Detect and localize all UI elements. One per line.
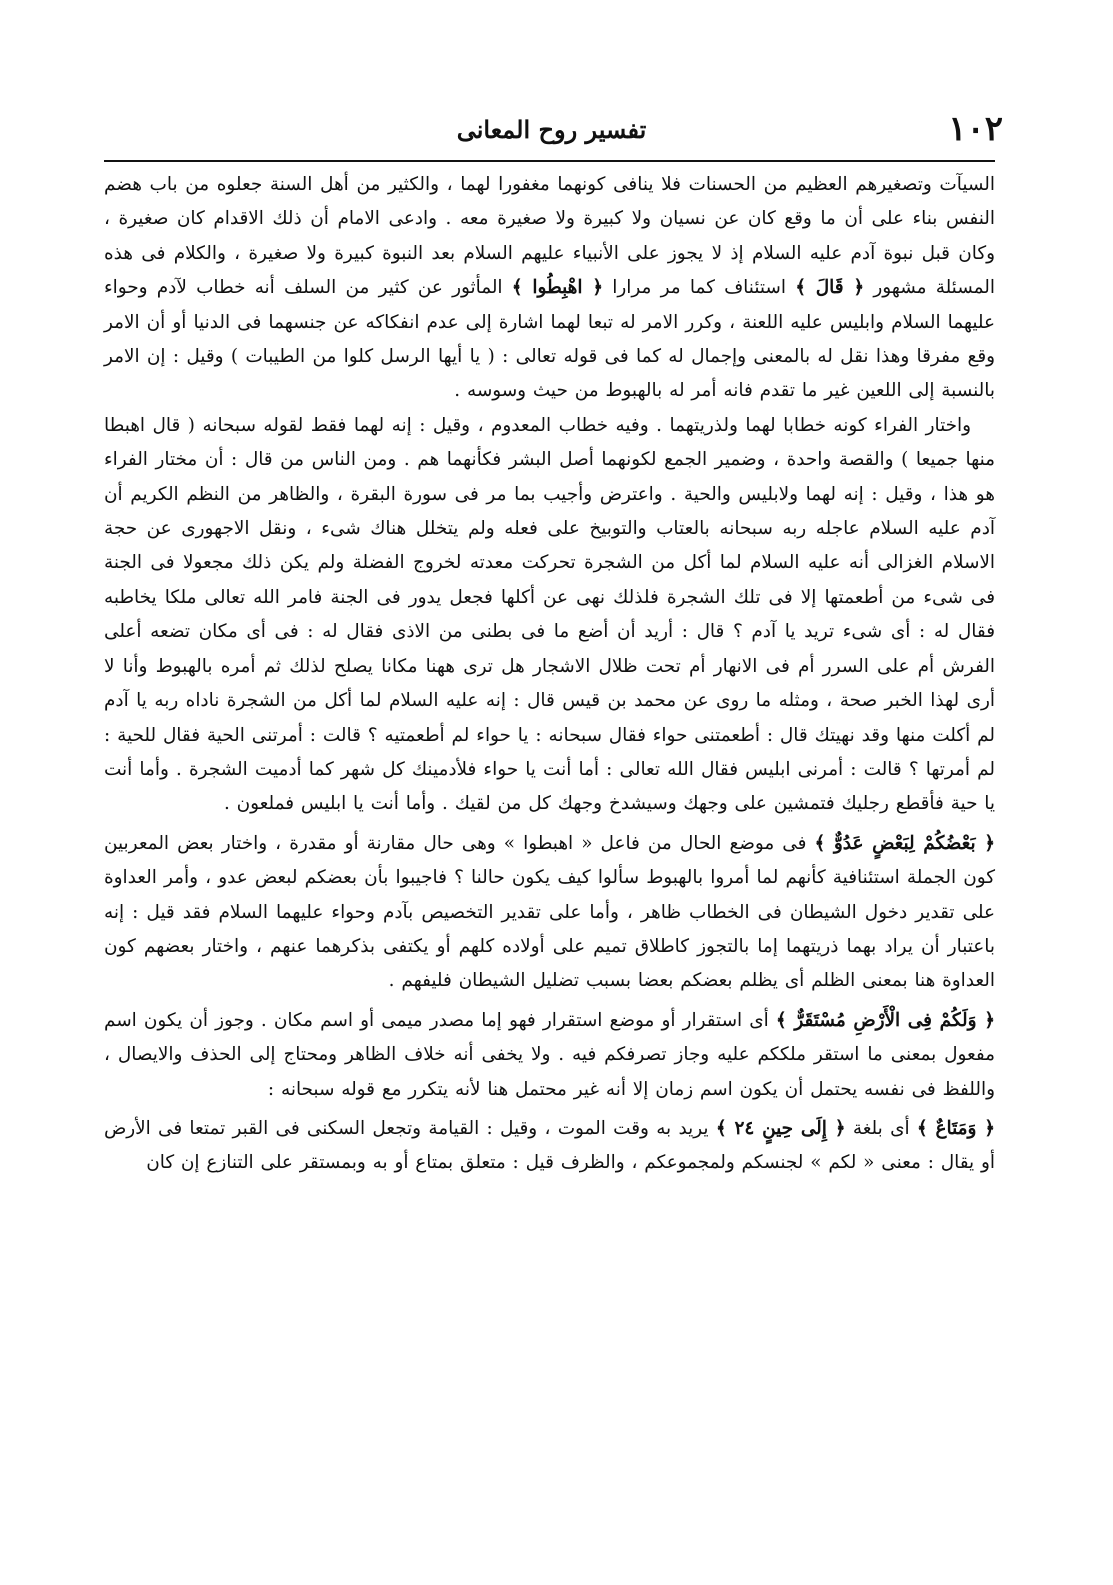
paragraph-3 bbox=[104, 827, 995, 999]
header-divider bbox=[104, 160, 995, 162]
page-header bbox=[100, 106, 1003, 152]
commentary-text: المأثور عن كثير من السلف أنه خطاب لآدم وحواء عليهما السلام وابليس عليه اللعنة ، وكرر الامر له تبعا لهما اشارة إلى عدم انفكاكه عن جنسهما فى الدنيا أو أن الامر وقع مفرقا وهذا نقل له بالمعنى وإجمال له كما فى قوله تعالى : ( يا أيها الرسل كلوا من الطيبات ) وقيل : إن الامر بالنسبة إلى اللعين غير ما تقدم فانه أمر له بالهبوط من حيث وسوسه . bbox=[104, 277, 995, 402]
commentary-text: يريد به وقت الموت ، وقيل : القيامة وتجعل السكنى فى القبر تمتعا فى الأرض أو يقال : معنى « لكم » لجنسكم ولمجموعكم ، والظرف قيل : متعلق بمتاع أو به وبمستقر على التنازع إن كان bbox=[104, 1117, 995, 1174]
commentary-text: أى استقرار أو موضع استقرار فهو إما مصدر ميمى أو اسم مكان . وجوز أن يكون اسم مفعول بمعنى ما استقر ملككم عليه وجاز تصرفكم فيه . ولا يخفى أنه خلاف الظاهر ومحتاج إلى الحذف والايصال ، واللفظ فى نفسه يحتمل أن يكون اسم زمان إلا أنه غير محتمل هنا لأنه يتكرر مع قوله سبحانه : bbox=[104, 1009, 995, 1100]
quran-quote: ﴿ وَلَكُمْ فِى الْأَرْضِ مُسْتَقَرٌّ ﴾ bbox=[775, 1009, 995, 1031]
paragraph-5 bbox=[104, 1112, 995, 1181]
quran-quote: ﴿ اهْبِطُوا ﴾ bbox=[511, 277, 604, 299]
commentary-text: استئناف كما مر مرارا bbox=[603, 277, 796, 299]
commentary-text: واختار الفراء كونه خطابا لهما ولذريتهما . وفيه خطاب المعدوم ، وقيل : إنه لهما فقط لقوله سبحانه ( قال اهبطا منها جميعا ) والقصة واحدة ، وضمير الجمع لكونهما أصل البشر فكأنهما هم . ومن الناس من قال : أن مختار الفراء هو هذا ، وقيل : إنه لهما ولابليس والحية . واعترض وأجيب بما مر فى سورة البقرة ، والظاهر من النظم الكريم أن آدم عليه السلام عاجله ربه سبحانه بالعتاب والتوبيخ على فعله ولم يتخلل هناك شىء ، ونقل الاجهورى عن حجة الاسلام الغزالى أنه عليه السلام لما أكل من الشجرة تحركت معدته لخروج الفضلة ولم يكن ذلك مجعولا فى الجنة فى شىء من أطعمتها إلا فى تلك الشجرة فلذلك نهى عن أكلها فجعل يدور فى الجنة فامر الله تعالى ملكا يخاطبه فقال له : أى شىء تريد يا آدم ؟ قال : أريد أن أضع ما فى بطنى من الاذى فقال له : فى أى مكان تضعه أعلى الفرش أم على السرر أم فى الانهار أم تحت ظلال الاشجار هل ترى ههنا مكانا يصلح لذلك ثم أمره بالهبوط وأنا لا أرى لهذا الخبر صحة ، ومثله ما روى عن محمد بن قيس قال : إنه عليه السلام لما أكل من الشجرة ناداه ربه يا آدم لم أكلت منها وقد نهيتك قال : أطعمتنى حواء فقال سبحانه : يا حواء لم أطعمتيه ؟ قالت : أمرتنى الحية فقال للحية : لم أمرتها ؟ قالت : أمرنى ابليس فقال الله تعالى : أما أنت يا حواء فلأدمينك كل شهر كما أدميت الشجرة . وأما أنت يا حية فأقطع رجليك فتمشين على وجهك وسيشدخ وجهك كل من لقيك . وأما أنت يا ابليس فملعون . bbox=[104, 414, 995, 815]
running-title: تفسير روح المعانى bbox=[456, 115, 647, 144]
paragraph-2 bbox=[104, 409, 995, 822]
paragraph-1 bbox=[104, 168, 995, 409]
commentary-text: أى بلغة bbox=[845, 1117, 917, 1139]
quran-quote: ﴿ بَعْضُكُمْ لِبَعْضٍ عَدُوٌّ ﴾ bbox=[814, 832, 996, 854]
commentary-text: السيآت وتصغيرهم العظيم من الحسنات فلا ينافى كونهما مغفورا لهما ، والكثير من أهل السنة جعلوه من باب هضم النفس بناء على أن ما وقع كان عن نسيان ولا كبيرة ولا صغيرة معه . وادعى الامام أن ذلك الاقدام كان صغيرة ، وكان قبل نبوة آدم عليه السلام إذ لا يجوز على الأنبياء عليهم السلام بعد النبوة كبيرة ولا صغيرة ، والكلام فى هذه المسئلة مشهور bbox=[104, 174, 995, 299]
commentary-text: فى موضع الحال من فاعل « اهبطوا » وهى حال مقارنة أو مقدرة ، واختار بعض المعربين كون الجملة استئنافية كأنهم لما أمروا بالهبوط سألوا كيف يكون حالنا ؟ فاجيبوا بأن بعضكم لبعض عدو ، وأمر العداوة على تقدير دخول الشيطان فى الخطاب ظاهر ، وأما على تقدير التخصيص بآدم وحواء عليهما السلام فقد قيل : إنه باعتبار أن يراد بهما ذريتهما إما بالتجوز كاطلاق تميم على أولاده كلهم أو يكتفى بذكرهما عنهم ، واختار بعضهم كون العداوة هنا بمعنى الظلم أى يظلم بعضكم بعضا بسبب تضليل الشيطان فليفهم . bbox=[104, 832, 995, 992]
page-number: ١٠٢ bbox=[948, 109, 1003, 149]
quran-quote: ﴿ قَالَ ﴾ bbox=[795, 277, 865, 299]
quran-quote: ﴿ إِلَى حِينٍ ٢٤ ﴾ bbox=[715, 1117, 846, 1139]
quran-quote: ﴿ وَمَتَاعٌ ﴾ bbox=[916, 1117, 995, 1139]
body-text bbox=[104, 168, 995, 1181]
paragraph-4 bbox=[104, 1004, 995, 1107]
